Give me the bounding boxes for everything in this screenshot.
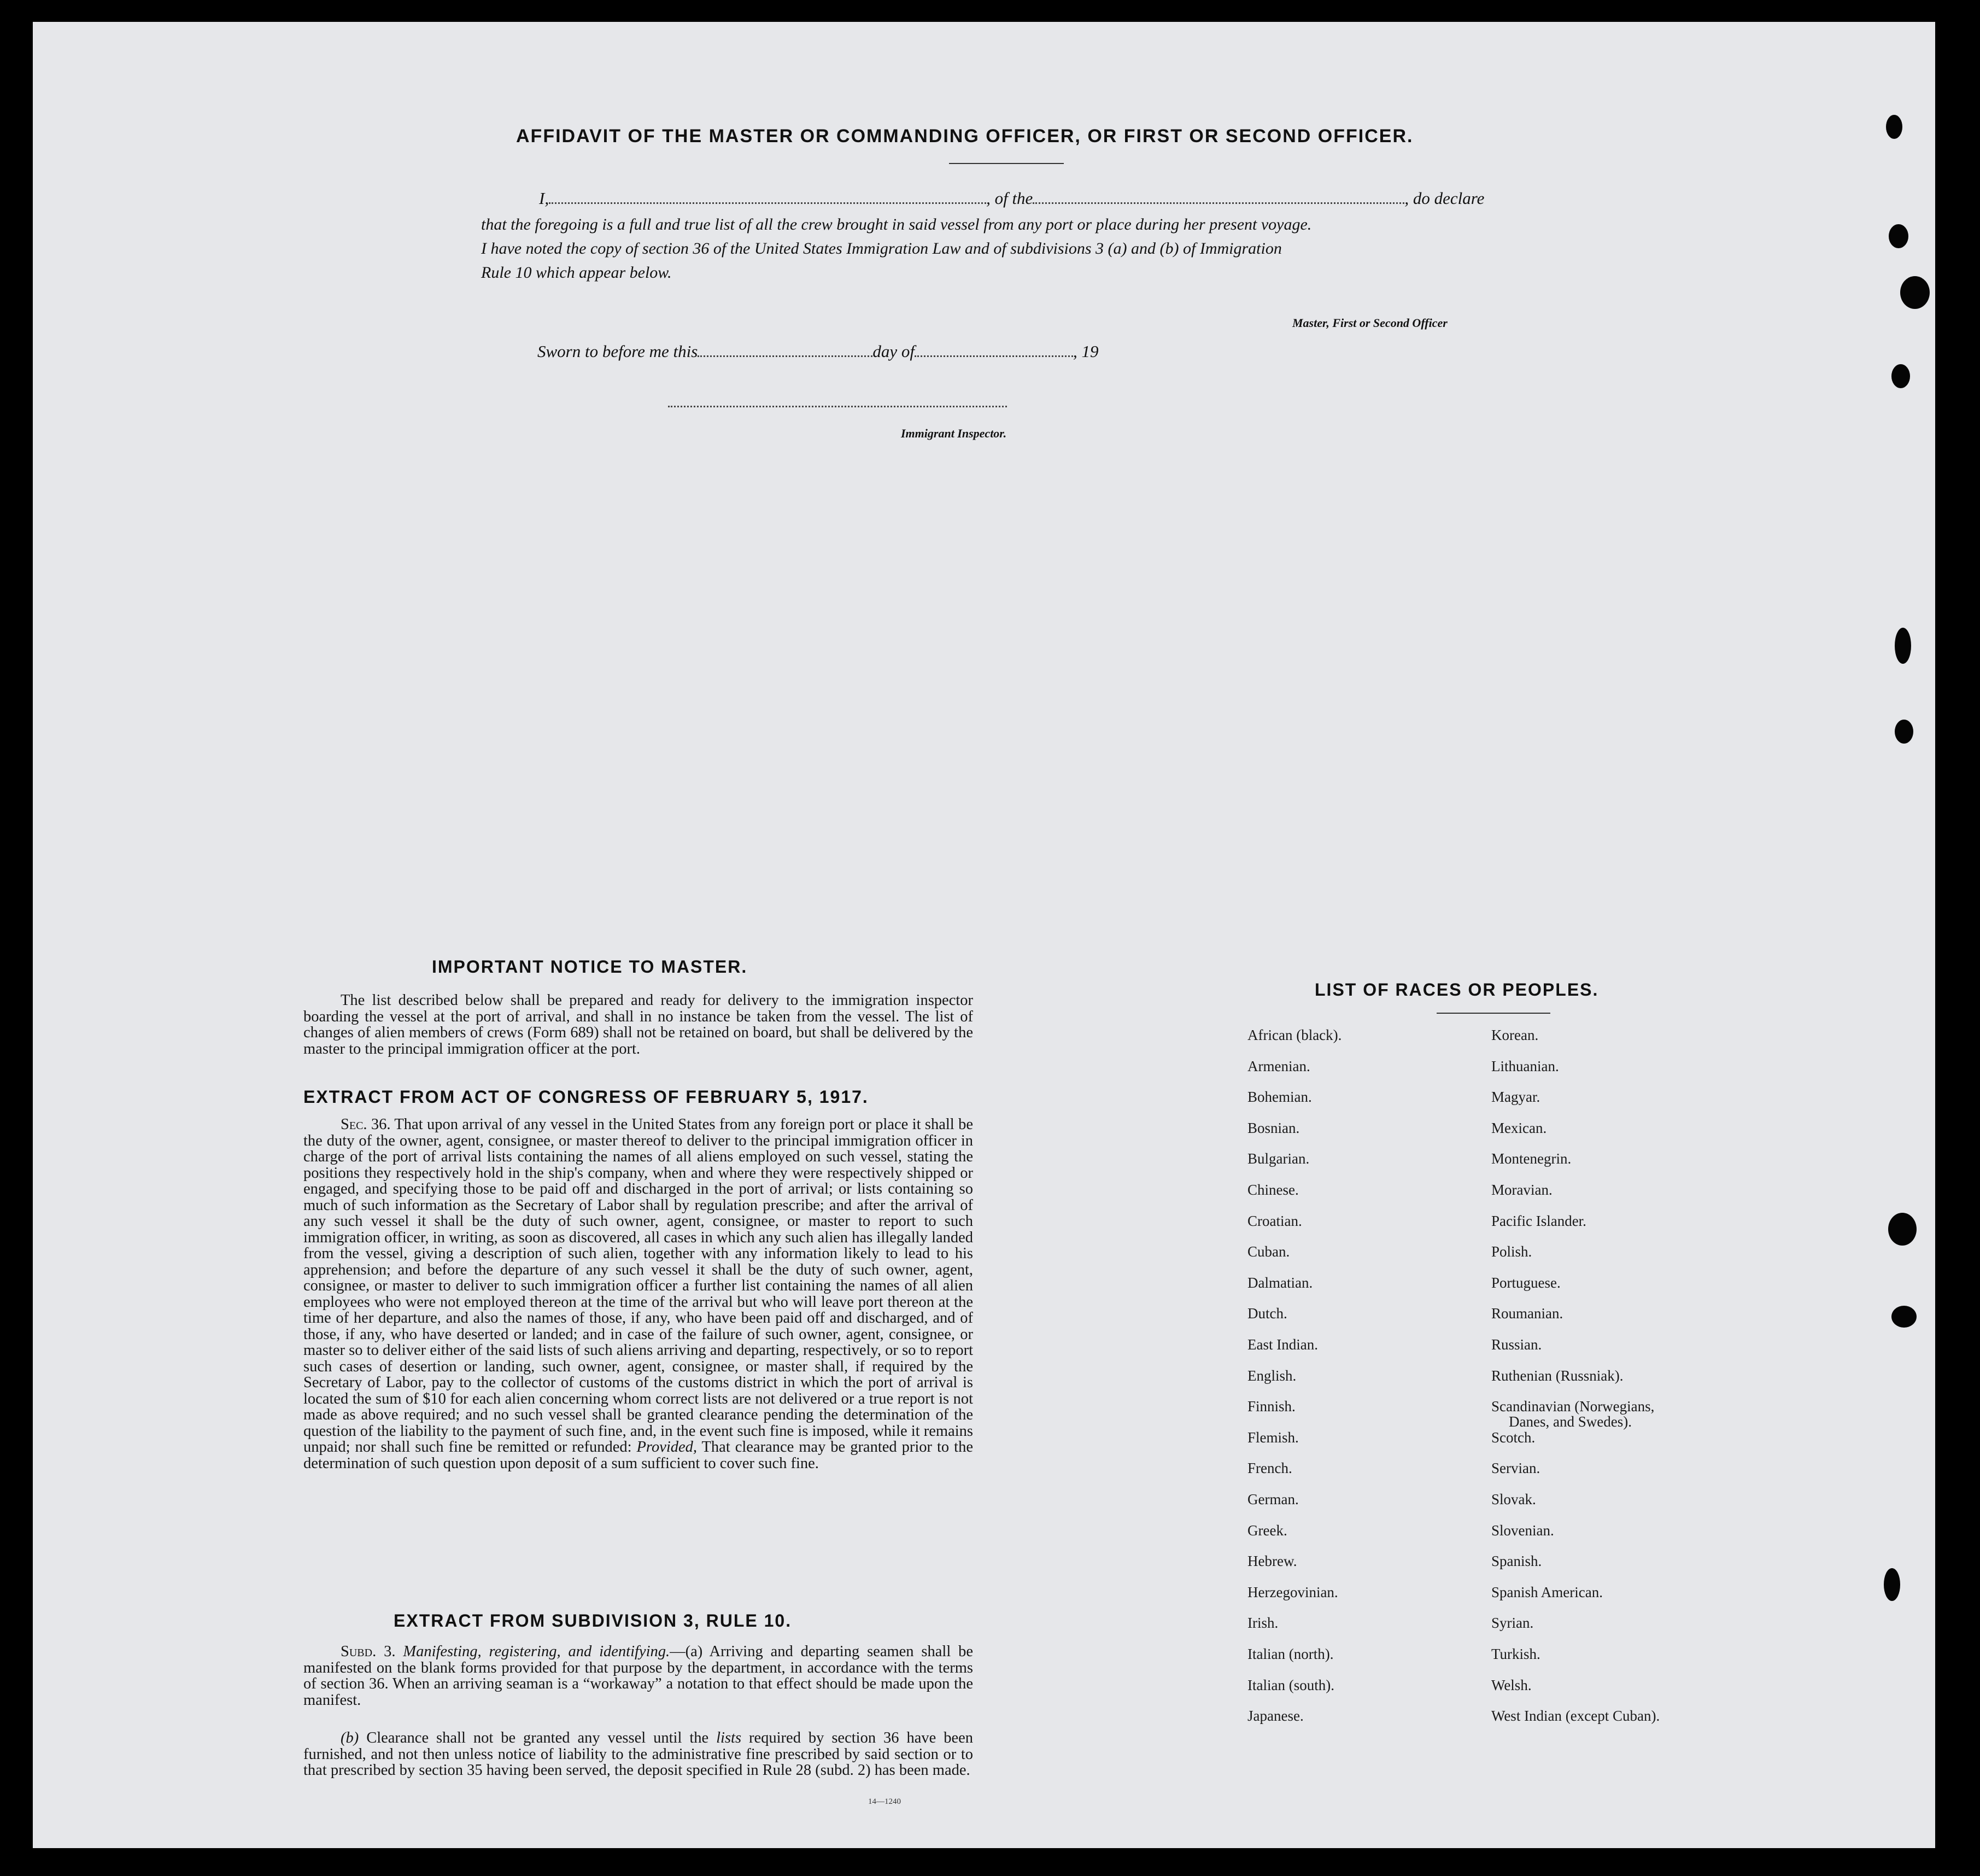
rule-title: EXTRACT FROM SUBDIVISION 3, RULE 10.: [394, 1611, 792, 1630]
race-item: Greek.: [1247, 1522, 1287, 1539]
day-blank[interactable]: [698, 343, 872, 357]
act-text: [303, 1117, 973, 1471]
rule-b-text1: Clearance shall not be granted any vessel until the: [366, 1729, 709, 1746]
sworn-text: Sworn to before me this: [537, 342, 698, 361]
day-of-text: day of: [872, 342, 915, 361]
inspector-signature-blank[interactable]: [668, 394, 1007, 407]
race-item: Hebrew.: [1247, 1553, 1297, 1570]
form-number: 14—1240: [868, 1797, 901, 1806]
race-item: Dalmatian.: [1247, 1274, 1313, 1291]
race-item: Scotch.: [1491, 1429, 1536, 1446]
rule-a-text: —(a) Arriving and departing seamen shall be manifested on the blank forms provided for that purpose by the department, in accordance with the terms of section 36. When an arriving seaman is a “workaway” a notation to that effect should be made upon the manifest.: [303, 1643, 974, 1709]
race-item: Magyar.: [1491, 1089, 1540, 1106]
notice-text: The list described below shall be prepared and ready for delivery to the immigration inspector boarding the vessel at the port of arrival, and shall in no instance be taken from the vessel. The list of changes of alien members of crews (Form 689) shall not be retained on board, but shall be delivered by the master to the principal immigration officer at the port.: [303, 992, 973, 1057]
race-item: Korean.: [1491, 1027, 1539, 1043]
affidavit-line-3: I have noted the copy of section 36 of the United States Immigration Law and of subdivisions 3 (a) and (b) of Immigration: [481, 239, 1282, 258]
rule-subd-label: Subd. 3.: [341, 1643, 396, 1660]
race-item: Welsh.: [1491, 1676, 1532, 1693]
race-item: Herzegovinian.: [1247, 1583, 1338, 1600]
act-body-end: That clearance may be granted prior to the determination of such question upon deposit of a sum sufficient to cover such fine.: [303, 1439, 973, 1472]
signature-label: Master, First or Second Officer: [1292, 316, 1448, 330]
act-sec-label: Sec. 36.: [341, 1116, 391, 1133]
race-item: Bosnian.: [1247, 1119, 1300, 1136]
race-item: Polish.: [1491, 1243, 1532, 1260]
rule-b-text2: required by section 36 have been furnished, and not then unless notice of liability to the administrative fine prescribed by said section or to that prescribed by section 35 having been served, the deposit specified in Rule 28 (subd. 2) has been made.: [303, 1729, 974, 1779]
race-item: Russian.: [1491, 1336, 1542, 1353]
race-item: Montenegrin.: [1491, 1150, 1572, 1167]
binder-hole: [1886, 115, 1902, 139]
binder-hole: [1888, 1213, 1917, 1246]
race-item: Flemish.: [1247, 1429, 1299, 1446]
affidavit-line-2: that the foregoing is a full and true list of all the crew brought in said vessel from any port or place during her present voyage.: [481, 215, 1312, 233]
race-item: Irish.: [1247, 1615, 1279, 1632]
month-blank[interactable]: [915, 343, 1073, 357]
act-body: That upon arrival of any vessel in the United States from any foreign port or place it shall be the duty of the owner, agent, consignee, or master thereof to deliver to the principal immigration officer in charge of the port of arrival lists containing the names of all aliens employed on such vessel, stating the positions they respectively hold in the ship's company, when and where they were respectively shipped or engaged, and specifying those to be paid off and discharged in the port of arrival; or lists containing so much of such information as the Secretary of Labor shall by regulation prescribe; and after the arrival of any such vessel it shall be the duty of such owner, agent, consignee, or master to report to such immigration officer, in writing, as soon as discovered, all cases in which any such alien has illegally landed from the vessel, giving a description of such alien, together with any information likely to lead to his apprehension; and before the departure of any such vessel it shall be the duty of such owner, agent, consignee, or master to deliver to such immigration officer a further list containing the names of all alien employees who were not employed thereon at the time of the arrival but who will leave port thereon at the time of her departure, and also the names of those, if any, who have been paid off and discharged, and of those, if any, who have deserted or landed; and in case of the failure of such owner, agent, consignee, or master so to deliver either of the said lists of such aliens arriving and departing, respectively, or so to report such cases of desertion or landing, such owner, agent, consignee, or master shall, if required by the Secretary of Labor, pay to the collector of customs of the customs district in which the port of arrival is located the sum of $10 for each alien concerning whom correct lists are not delivered or a true report is not made as above required; and no such vessel shall be granted clearance pending the determination of the question of the liability to the payment of such fine, and, in the event such fine is imposed, while it remains unpaid; nor shall such fine be remitted or refunded:: [303, 1116, 973, 1456]
sworn-line: [537, 342, 1098, 361]
rule-text-b: [303, 1730, 973, 1779]
binder-hole: [1891, 364, 1910, 388]
year-text: , 19: [1073, 342, 1099, 361]
race-item: English.: [1247, 1367, 1297, 1384]
race-item: Finnish.: [1247, 1398, 1296, 1415]
affidavit-line-4: Rule 10 which appear below.: [481, 264, 672, 282]
race-item: Mexican.: [1491, 1119, 1547, 1136]
affidavit-title: AFFIDAVIT OF THE MASTER OR COMMANDING OFFICER, OR FIRST OR SECOND OFFICER.: [516, 126, 1414, 147]
binder-hole: [1891, 1306, 1917, 1328]
affidavit-i: I,: [539, 189, 549, 208]
race-item: Croatian.: [1247, 1212, 1302, 1229]
notice-title: IMPORTANT NOTICE TO MASTER.: [432, 957, 748, 977]
race-item: Chinese.: [1247, 1182, 1299, 1198]
binder-hole: [1895, 720, 1913, 744]
affidavit-of-the: , of the: [986, 189, 1033, 208]
races-title: LIST OF RACES OR PEOPLES.: [1315, 980, 1599, 1000]
race-item: Bulgarian.: [1247, 1150, 1310, 1167]
rule-b-label: (b): [341, 1729, 359, 1746]
act-title: EXTRACT FROM ACT OF CONGRESS OF FEBRUARY 5, 1917.: [303, 1087, 869, 1107]
binder-hole: [1889, 224, 1908, 248]
binder-hole: [1900, 276, 1930, 309]
race-item: Spanish.: [1491, 1553, 1542, 1570]
affidavit-line-1: [539, 189, 1484, 208]
race-item: Ruthenian (Russniak).: [1491, 1367, 1624, 1384]
affidavit-title-rule: [949, 163, 1064, 164]
race-item: Italian (south).: [1247, 1676, 1334, 1693]
race-item: East Indian.: [1247, 1336, 1318, 1353]
race-item: Moravian.: [1491, 1182, 1553, 1198]
act-provided: Provided,: [636, 1439, 698, 1456]
race-item: Danes, and Swedes).: [1509, 1413, 1632, 1430]
race-item: Slovenian.: [1491, 1522, 1554, 1539]
name-blank[interactable]: [549, 190, 986, 204]
vessel-blank[interactable]: [1033, 190, 1404, 204]
rule-b-lists: lists: [716, 1729, 742, 1746]
race-item: Pacific Islander.: [1491, 1212, 1586, 1229]
race-item: Turkish.: [1491, 1646, 1540, 1662]
race-item: French.: [1247, 1460, 1292, 1477]
race-item: Roumanian.: [1491, 1305, 1563, 1322]
race-item: Syrian.: [1491, 1615, 1534, 1632]
binder-hole: [1884, 1568, 1900, 1601]
race-item: Cuban.: [1247, 1243, 1290, 1260]
race-item: African (black).: [1247, 1027, 1342, 1043]
race-item: West Indian (except Cuban).: [1491, 1708, 1660, 1725]
race-item: Dutch.: [1247, 1305, 1287, 1322]
form-sheet: [33, 22, 1935, 1848]
race-item: Slovak.: [1491, 1491, 1536, 1507]
race-item: German.: [1247, 1491, 1299, 1507]
race-item: Japanese.: [1247, 1708, 1304, 1725]
race-item: Scandinavian (Norwegians,: [1491, 1398, 1655, 1415]
races-title-rule: [1437, 1013, 1550, 1014]
race-item: Bohemian.: [1247, 1089, 1312, 1106]
race-item: Spanish American.: [1491, 1583, 1603, 1600]
binder-hole: [1895, 628, 1911, 664]
affidavit-do-declare: , do declare: [1404, 189, 1485, 208]
race-item: Armenian.: [1247, 1057, 1310, 1074]
race-item: Lithuanian.: [1491, 1057, 1559, 1074]
race-item: Portuguese.: [1491, 1274, 1561, 1291]
inspector-label: Immigrant Inspector.: [901, 426, 1007, 440]
race-item: Servian.: [1491, 1460, 1540, 1477]
rule-subd-italic: Manifesting, registering, and identifying.: [403, 1643, 670, 1660]
race-item: Italian (north).: [1247, 1646, 1334, 1662]
rule-text-a: [303, 1644, 973, 1708]
